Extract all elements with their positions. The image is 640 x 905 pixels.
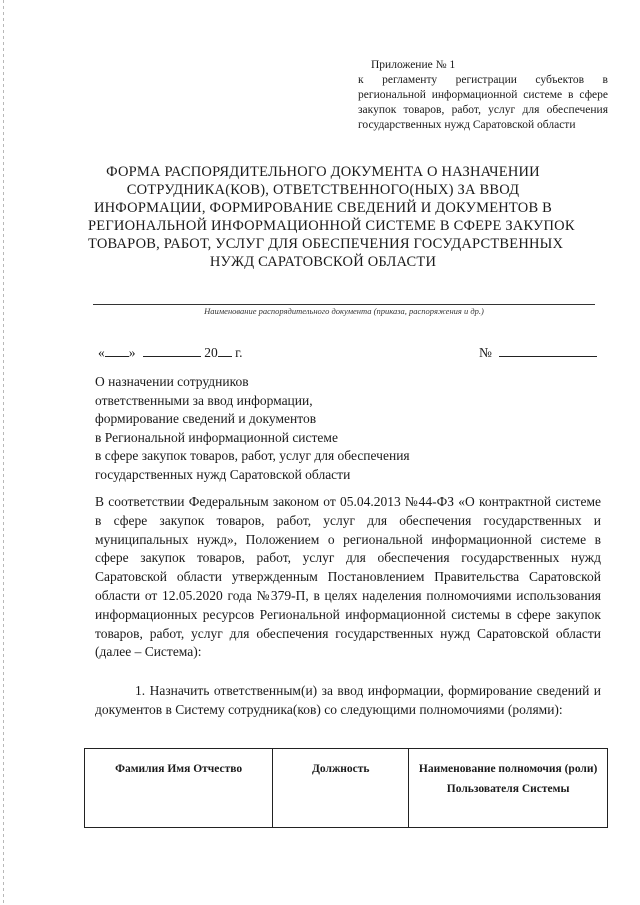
title-line: ИНФОРМАЦИИ, ФОРМИРОВАНИЕ СВЕДЕНИЙ И ДОКУМЕНТОВ В bbox=[93, 200, 553, 216]
title-line: НУЖД САРАТОВСКОЙ ОБЛАСТИ bbox=[209, 254, 437, 270]
day-blank bbox=[105, 356, 129, 357]
year-prefix: 20 bbox=[204, 345, 218, 360]
subject-line: ответственными за ввод информации, bbox=[95, 392, 313, 408]
document-name-hint: Наименование распорядительного документа (приказа, распоряжения и др.) bbox=[204, 306, 484, 316]
roles-table bbox=[84, 748, 608, 828]
document-title bbox=[88, 163, 575, 271]
clause-1: 1. Назначить ответственным(и) за ввод информации, формирование сведений и документов в Систему сотрудника(ков) со следующими полномочиями (ролями): bbox=[95, 683, 601, 717]
subject-line: государственных нужд Саратовской области bbox=[95, 466, 351, 482]
subject-block bbox=[95, 373, 475, 485]
title-line: ФОРМА РАСПОРЯДИТЕЛЬНОГО ДОКУМЕНТА О НАЗНАЧЕНИИ bbox=[106, 164, 540, 180]
header-full-name: Фамилия Имя Отчество bbox=[85, 749, 273, 828]
year-suffix: г. bbox=[235, 345, 243, 360]
appendix-body: к регламенту регистрации субъектов в региональной информационной системе в сфере закупок товаров, работ, услуг для обеспечения государственных нужд Саратовской области bbox=[358, 74, 608, 131]
document-name-line bbox=[93, 304, 595, 305]
number-blank bbox=[499, 356, 597, 357]
header-position: Должность bbox=[273, 749, 409, 828]
year-blank bbox=[218, 356, 232, 357]
month-blank bbox=[143, 356, 201, 357]
number-label: № bbox=[479, 345, 492, 360]
table-header-row bbox=[85, 749, 608, 828]
subject-line: в сфере закупок товаров, работ, услуг для обеспечения bbox=[95, 448, 410, 464]
subject-line: формирование сведений и документов bbox=[95, 411, 317, 427]
date-field bbox=[98, 345, 243, 361]
number-field bbox=[479, 345, 597, 361]
subject-line: О назначении сотрудников bbox=[95, 374, 249, 389]
title-line: РЕГИОНАЛЬНОЙ ИНФОРМАЦИОННОЙ СИСТЕМЕ В СФЕРЕ ЗАКУПОК bbox=[88, 218, 575, 234]
title-line: ТОВАРОВ, РАБОТ, УСЛУГ ДЛЯ ОБЕСПЕЧЕНИЯ ГОСУДАРСТВЕННЫХ bbox=[88, 236, 564, 252]
body-paragraph: В соответствии Федеральным законом от 05.04.2013 №44-ФЗ «О контрактной системе в сфере закупок товаров, работ, услуг для обеспечения государственных и муниципальных нужд», Положением о региональной информационной системе в сфере закупок товаров, работ, услуг для обеспечения государственных нужд Саратовской области утвержденным Постановлением Правительства Саратовской области от 12.05.2020 года №379-П, в целях наделения полномочиями использования информационных ресурсов Региональной информационной системы в сфере закупок товаров, работ, услуг для обеспечения государственных нужд Саратовской области (далее – Система): bbox=[95, 494, 601, 660]
header-role: Наименование полномочия (роли) Пользователя Системы bbox=[409, 749, 608, 828]
appendix-block bbox=[358, 58, 608, 133]
date-close-quote: » bbox=[128, 345, 136, 360]
appendix-title: Приложение № 1 bbox=[371, 59, 456, 71]
scan-edge bbox=[3, 0, 4, 905]
subject-line: в Региональной информационной системе bbox=[95, 429, 338, 445]
date-open-quote: « bbox=[98, 345, 105, 360]
title-line: СОТРУДНИКА(КОВ), ОТВЕТСТВЕННОГО(НЫХ) ЗА ВВОД bbox=[126, 182, 520, 198]
